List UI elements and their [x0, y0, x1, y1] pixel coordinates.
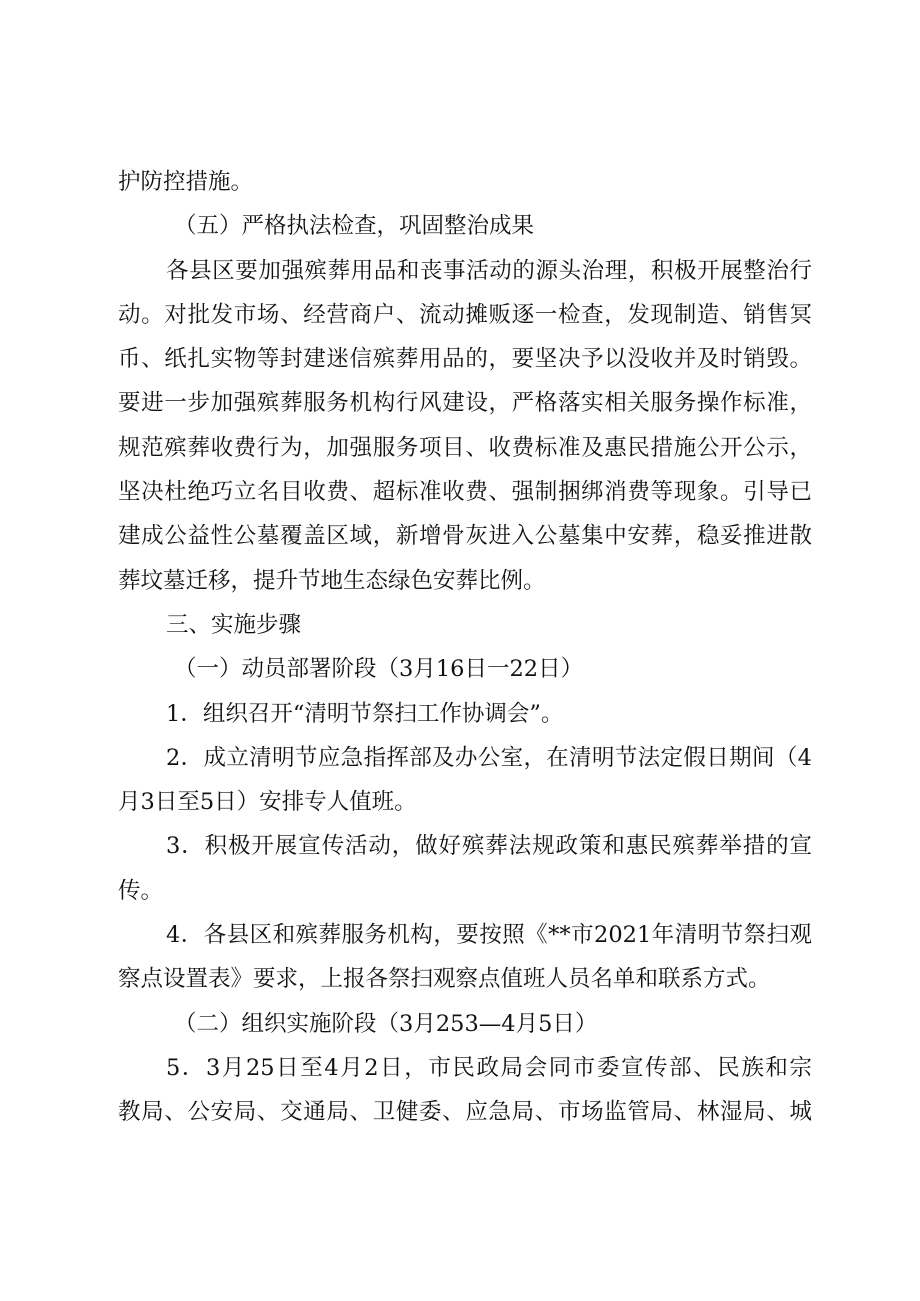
list-item: 4．各县区和殡葬服务机构，要按照《**市2021年清明节祭扫观 — [166, 922, 812, 949]
paragraph-line: 护防控措施。 — [118, 169, 254, 195]
list-item-continuation: 教局、公安局、交通局、卫健委、应急局、市场监管局、林湿局、城 — [118, 1099, 812, 1126]
list-item: 1．组织召开“清明节祭扫工作协调会”。 — [166, 700, 564, 727]
paragraph-line: 建成公益性公墓覆盖区域，新增骨灰进入公墓集中安葬，稳妥推进散 — [118, 523, 812, 550]
section-heading: 三、实施步骤 — [166, 611, 302, 638]
list-item-continuation: 月3日至5日）安排专人值班。 — [118, 789, 417, 816]
paragraph-line: 坚决杜绝巧立名目收费、超标准收费、强制捆绑消费等现象。引导已 — [118, 479, 812, 506]
list-item: 2．成立清明节应急指挥部及办公室，在清明节法定假日期间（4 — [166, 744, 812, 771]
paragraph-line: 葬坟墓迁移，提升节地生态绿色安葬比例。 — [118, 567, 546, 594]
subsection-heading: （一）动员部署阶段（3月16日一22日） — [174, 656, 584, 683]
paragraph-line: 规范殡葬收费行为，加强服务项目、收费标准及惠民措施公开公示， — [118, 434, 812, 461]
list-item: 3．积极开展宣传活动，做好殡葬法规政策和惠民殡葬举措的宣 — [166, 833, 812, 860]
paragraph-line: 各县区要加强殡葬用品和丧事活动的源头治理，积极开展整治行 — [166, 257, 812, 284]
document-body — [118, 160, 812, 1135]
list-item-continuation: 传。 — [118, 877, 164, 904]
paragraph-line: 动。对批发市场、经营商户、流动摊贩逐一检查，发现制造、销售冥 — [118, 301, 812, 328]
paragraph-line: 要进一步加强殡葬服务机构行风建设，严格落实相关服务操作标准， — [118, 390, 812, 417]
section-heading: （五）严格执法检查，巩固整治成果 — [174, 213, 535, 240]
list-item-continuation: 察点设置表》要求，上报各祭扫观察点值班人员名单和联系方式。 — [118, 966, 771, 993]
subsection-heading: （二）组织实施阶段（3月253—4月5日） — [174, 1010, 598, 1037]
paragraph-line: 币、纸扎实物等封建迷信殡葬用品的，要坚决予以没收并及时销毁。 — [118, 346, 812, 373]
list-item: 5．3月25日至4月2日，市民政局会同市委宣传部、民族和宗 — [166, 1054, 812, 1081]
